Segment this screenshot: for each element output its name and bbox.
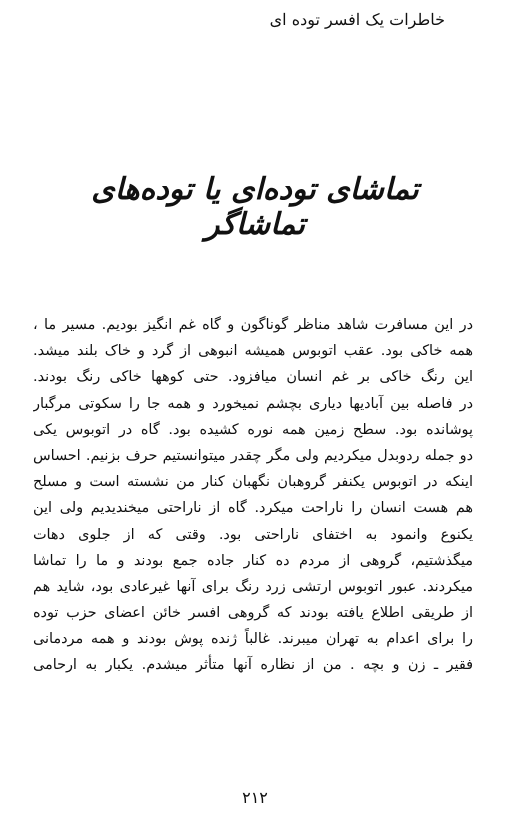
body-line: از طریقی اطلاع یافته بودند که گروهی افسر خائن اعضای حزب توده — [33, 605, 473, 622]
body-line: را برای اعدام به تهران میبرند. غالباً ژنده پوش بودند و همه مردمانی — [33, 631, 473, 648]
body-line: یکنوع وانمود به اختفای ناراحتی بود. وقتی که از جلوی دهات — [33, 526, 473, 543]
body-line: میکردند. عبور اتوبوس ارتشی زرد رنگ برای آنها غیرعادی بود، شاید هم — [33, 578, 473, 595]
body-text — [33, 312, 473, 679]
body-line: هم هست انسان را ناراحت میکرد. گاه از ناراحتی میخندیدیم ولی این — [33, 500, 473, 517]
running-header: خاطرات یک افسر توده ای — [269, 10, 445, 29]
body-line: فقیر ـ زن و بچه . من از نظاره آنها متأثر میشدم. یکبار به ارحامی — [33, 657, 473, 674]
page-number: ۲۱۲ — [242, 788, 268, 807]
body-line: میگذشتیم، گروهی از مردم ده کنار جاده جمع بودند و ما را تماشا — [33, 552, 473, 569]
body-line: این رنگ خاکی بر غم انسان میافزود. حتی کوهها خاکی رنگ بودند. — [33, 369, 473, 386]
body-line: دو جمله ردوبدل میکردیم ولی مگر چقدر میتوانستیم حرف بزنیم. احساس — [33, 447, 473, 464]
body-line: در این مسافرت شاهد مناظر گوناگون و گاه غم انگیز بودیم. مسیر ما ، — [33, 317, 473, 333]
body-line: همه خاکی بود. عقب اتوبوس همیشه انبوهی از گرد و خاک بلند میشد. — [33, 343, 473, 360]
chapter-title: تماشای توده‌ای یا توده‌های تماشاگر — [91, 172, 419, 242]
body-line: پوشانده بود. سطح زمین همه نوره کشیده بود. گاه در اتوبوس یکی — [33, 421, 473, 438]
body-line: اینکه در اتوبوس یکنفر گروهبان نگهبان کنار من نشسته است و مسلح — [33, 474, 473, 491]
body-line: در فاصله بین آبادیها دیاری بچشم نمیخورد و همه جا را سکوتی مرگبار — [33, 395, 473, 412]
